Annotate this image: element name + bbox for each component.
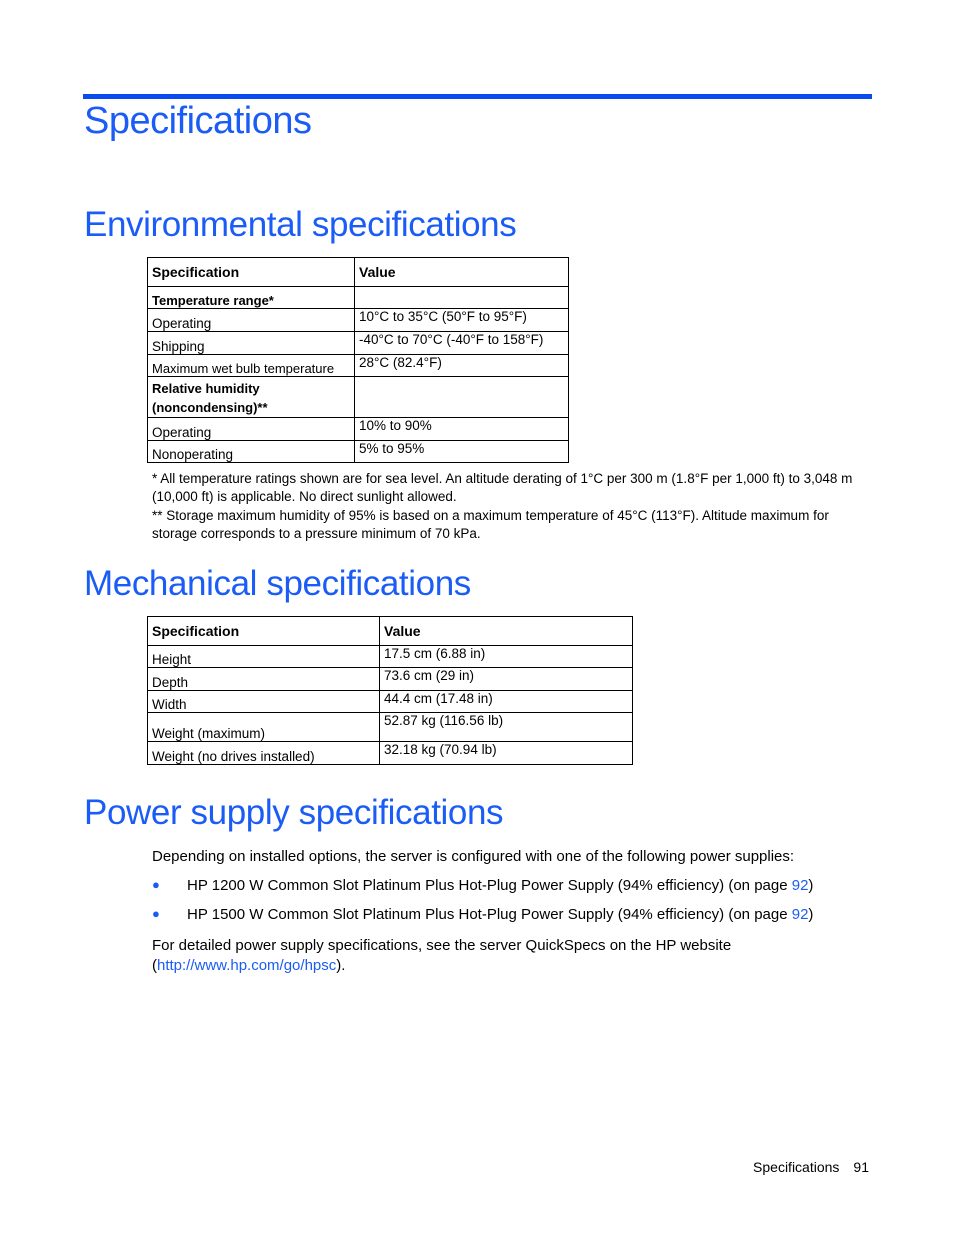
humidity-footnote: ** Storage maximum humidity of 95% is based on a maximum temperature of 45°C (113°F). Altitude maximum for storage corresponds to a pressure minimum of 70 kPa. [152, 508, 829, 541]
value-cell: 28°C (82.4°F) [355, 355, 569, 377]
power-heading: Power supply specifications [84, 793, 504, 832]
page-link[interactable]: 92 [791, 906, 809, 923]
spec-cell: Operating [148, 418, 355, 441]
bullet-icon: ● [152, 906, 160, 921]
table-row [148, 713, 633, 742]
title-rule [83, 94, 872, 99]
table-row [148, 377, 569, 418]
spec-cell [148, 377, 355, 418]
table-row [148, 646, 633, 668]
value-cell: -40°C to 70°C (-40°F to 158°F) [355, 332, 569, 355]
footer-section: Specifications [753, 1159, 840, 1175]
power-intro: Depending on installed options, the server is configured with one of the following power supplies: [152, 848, 795, 865]
power-detail: For detailed power supply specifications, see the server QuickSpecs on the HP website (http://www.hp.com/go/hpsc). [152, 937, 732, 974]
value-cell: 10°C to 35°C (50°F to 95°F) [355, 309, 569, 332]
list-item-text: HP 1200 W Common Slot Platinum Plus Hot-Plug Power Supply (94% efficiency) (on page 92) [187, 877, 814, 894]
table-row [148, 418, 569, 441]
table-row [148, 287, 569, 309]
table-header-row [148, 617, 633, 646]
environmental-heading: Environmental specifications [84, 205, 517, 244]
spec-cell: Maximum wet bulb temperature [148, 355, 355, 377]
mechanical-table [147, 616, 633, 765]
col-spec-header: Specification [148, 617, 380, 646]
spec-cell: Depth [148, 668, 380, 691]
col-value-header: Value [355, 258, 569, 287]
table-row [148, 309, 569, 332]
mechanical-heading: Mechanical specifications [84, 564, 471, 603]
page-title: Specifications [84, 100, 312, 142]
spec-cell: Shipping [148, 332, 355, 355]
spec-cell: Weight (maximum) [148, 713, 380, 742]
table-row [148, 355, 569, 377]
spec-line: Relative humidity [152, 381, 260, 396]
table-header-row [148, 258, 569, 287]
spec-cell: Weight (no drives installed) [148, 742, 380, 765]
value-cell: 73.6 cm (29 in) [380, 668, 633, 691]
value-cell [355, 377, 569, 418]
table-row [148, 441, 569, 463]
hpsc-link[interactable]: http://www.hp.com/go/hpsc [157, 957, 337, 974]
detail-text: For detailed power supply specifications, see the server QuickSpecs on the HP website [152, 937, 732, 954]
value-cell: 10% to 90% [355, 418, 569, 441]
spec-cell: Width [148, 691, 380, 713]
list-item-text: HP 1500 W Common Slot Platinum Plus Hot-Plug Power Supply (94% efficiency) (on page 92) [187, 906, 814, 923]
value-cell: 52.87 kg (116.56 lb) [380, 713, 633, 742]
spec-line: (noncondensing)** [152, 400, 268, 415]
page-number: 91 [853, 1159, 869, 1175]
table-row [148, 691, 633, 713]
spec-cell: Temperature range* [148, 287, 355, 309]
value-cell: 44.4 cm (17.48 in) [380, 691, 633, 713]
environmental-table [147, 257, 569, 463]
col-value-header: Value [380, 617, 633, 646]
page-footer [753, 1159, 869, 1175]
value-cell: 5% to 95% [355, 441, 569, 463]
value-cell [355, 287, 569, 309]
page-link[interactable]: 92 [791, 877, 809, 894]
col-spec-header: Specification [148, 258, 355, 287]
table-row [148, 742, 633, 765]
temperature-footnote: * All temperature ratings shown are for sea level. An altitude derating of 1°C per 300 m (1.8°F per 1,000 ft) to 3,048 m (10,000 ft) is applicable. No direct sunlight allowed. [152, 471, 853, 504]
table-row [148, 668, 633, 691]
spec-cell: Nonoperating [148, 441, 355, 463]
value-cell: 32.18 kg (70.94 lb) [380, 742, 633, 765]
spec-cell: Height [148, 646, 380, 668]
table-row [148, 332, 569, 355]
bullet-icon: ● [152, 877, 160, 892]
value-cell: 17.5 cm (6.88 in) [380, 646, 633, 668]
spec-cell: Operating [148, 309, 355, 332]
